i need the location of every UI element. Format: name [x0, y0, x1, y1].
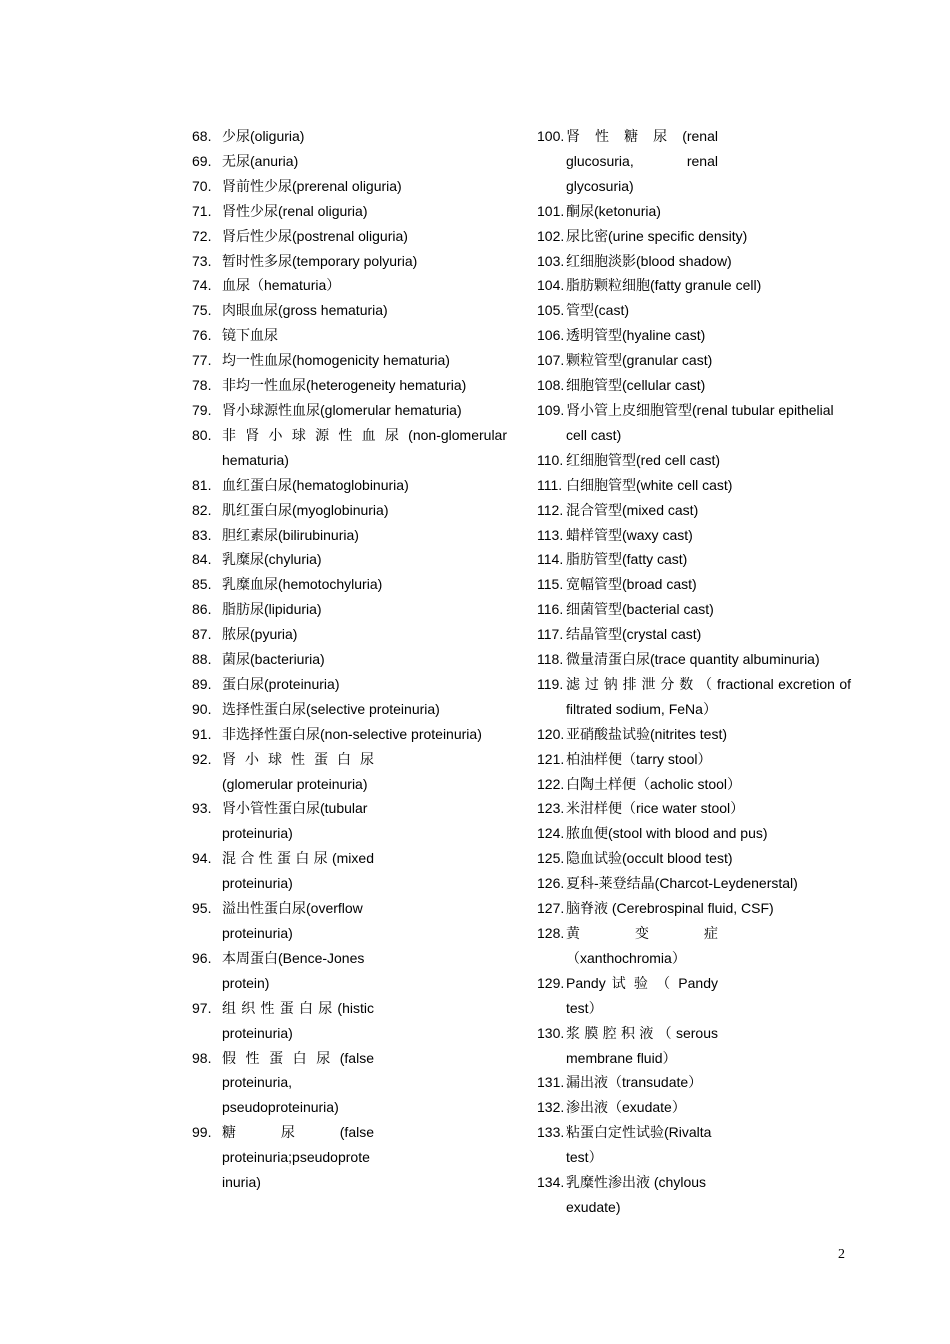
term-line: 肾 性 糖 尿 (renal	[566, 128, 718, 144]
term-entry	[192, 647, 507, 672]
term-line: exudate)	[566, 1198, 621, 1215]
term-number: 78.	[192, 377, 212, 394]
term-entry	[192, 1120, 507, 1195]
term-entry	[537, 547, 851, 572]
term-line: 细菌管型(bacterial cast)	[566, 601, 714, 618]
term-entry	[537, 249, 851, 274]
term-entry	[192, 572, 507, 597]
term-number: 83.	[192, 526, 212, 543]
term-entry	[192, 199, 507, 224]
term-line: 肾小球源性血尿(glomerular hematuria)	[222, 401, 462, 418]
term-line: cell cast)	[566, 426, 622, 443]
term-number: 127.	[537, 900, 565, 917]
term-number: 97.	[192, 999, 212, 1016]
term-entry	[192, 996, 507, 1046]
term-line: glycosuria)	[566, 177, 634, 194]
term-line: (glomerular proteinuria)	[222, 775, 368, 792]
term-line: 肌红蛋白尿(myoglobinuria)	[222, 501, 389, 518]
term-line: 少尿(oliguria)	[222, 128, 305, 144]
term-line: 微量清蛋白尿(trace quantity albuminuria)	[566, 651, 820, 668]
term-number: 73.	[192, 252, 212, 269]
term-line: 肾性少尿(renal oliguria)	[222, 202, 368, 219]
term-entry	[192, 273, 507, 298]
term-line: 白陶土样便（acholic stool）	[566, 775, 742, 792]
term-line: 细胞管型(cellular cast)	[566, 377, 706, 394]
term-number: 69.	[192, 152, 212, 169]
term-line: 黄 变 症	[566, 925, 718, 941]
term-line: 脂肪管型(fatty cast)	[566, 551, 688, 568]
term-line: 选择性蛋白尿(selective proteinuria)	[222, 700, 440, 717]
term-line: （xanthochromia）	[566, 949, 686, 966]
term-line: 蛋白尿(proteinuria)	[222, 675, 340, 692]
term-entry	[537, 448, 851, 473]
term-line: 肾前性少尿(prerenal oliguria)	[222, 177, 402, 194]
term-line: 肾小管上皮细胞管型(renal tubular epithelial	[566, 401, 834, 418]
term-entry	[537, 348, 851, 373]
term-entry	[537, 323, 851, 348]
term-number: 68.	[192, 128, 212, 144]
term-number: 71.	[192, 202, 212, 219]
term-number: 107.	[537, 352, 565, 369]
term-number: 82.	[192, 501, 212, 518]
term-line: hematuria)	[222, 451, 289, 468]
term-number: 84.	[192, 551, 212, 568]
term-entry	[192, 597, 507, 622]
term-number: 94.	[192, 850, 212, 867]
term-line: 宽幅管型(broad cast)	[566, 576, 697, 593]
term-line: 非选择性蛋白尿(non-selective proteinuria)	[222, 725, 482, 742]
term-line: 白细胞管型(white cell cast)	[566, 476, 733, 493]
term-line: 隐血试验(occult blood test)	[566, 850, 733, 867]
term-entry	[537, 1095, 851, 1120]
term-number: 95.	[192, 900, 212, 917]
term-line: 滤 过 钠 排 泄 分 数 （ fractional excretion of	[566, 675, 851, 692]
term-number: 120.	[537, 725, 565, 742]
term-number: 87.	[192, 626, 212, 643]
term-line: 肾小管性蛋白尿(tubular	[222, 800, 368, 817]
term-number: 101.	[537, 202, 565, 219]
term-line: proteinuria)	[222, 925, 293, 941]
term-entry	[537, 672, 851, 722]
term-number: 112.	[537, 501, 564, 518]
term-entry	[537, 473, 851, 498]
term-number: 103.	[537, 252, 565, 269]
term-line: proteinuria;pseudoprote	[222, 1149, 370, 1166]
term-number: 132.	[537, 1099, 565, 1116]
term-entry	[537, 921, 851, 971]
term-line: 假 性 蛋 白 尿 (false	[222, 1049, 374, 1066]
term-entry	[537, 298, 851, 323]
term-line: 结晶管型(crystal cast)	[566, 626, 702, 643]
term-number: 98.	[192, 1049, 212, 1066]
term-number: 90.	[192, 700, 212, 717]
term-line: 血尿（hematuria）	[222, 277, 341, 294]
term-number: 88.	[192, 651, 212, 668]
term-number: 118.	[537, 651, 564, 668]
term-entry	[537, 747, 851, 772]
term-number: 106.	[537, 327, 565, 344]
term-line: 糖 尿 (false	[222, 1124, 374, 1141]
term-entry	[537, 597, 851, 622]
term-number: 123.	[537, 800, 565, 817]
term-line: 无尿(anuria)	[222, 152, 299, 169]
term-entry	[537, 772, 851, 797]
term-entry	[537, 846, 851, 871]
term-number: 113.	[537, 526, 564, 543]
term-line: 蜡样管型(waxy cast)	[566, 526, 693, 543]
term-line: 混合管型(mixed cast)	[566, 501, 699, 518]
term-line: membrane fluid）	[566, 1049, 677, 1066]
term-number: 91.	[192, 725, 212, 742]
term-line: 脓尿(pyuria)	[222, 626, 298, 643]
term-number: 80.	[192, 426, 212, 443]
term-line: 脑脊液 (Cerebrospinal fluid, CSF)	[566, 900, 774, 917]
term-line: test）	[566, 1149, 603, 1166]
term-entry	[192, 796, 507, 846]
term-entry	[537, 124, 851, 199]
term-entry	[537, 1070, 851, 1095]
term-line: 镜下血尿	[222, 327, 278, 344]
term-line: 肾 小 球 性 蛋 白 尿	[222, 750, 374, 767]
term-entry	[537, 971, 851, 1021]
term-line: glucosuria, renal	[566, 152, 718, 169]
term-line: 米泔样便（rice water stool）	[566, 800, 745, 817]
term-line: 组 织 性 蛋 白 尿 (histic	[222, 999, 374, 1016]
term-entry	[192, 373, 507, 398]
term-entry	[537, 273, 851, 298]
term-number: 119.	[537, 675, 564, 692]
term-entry	[537, 398, 851, 448]
term-line: test）	[566, 999, 603, 1016]
term-number: 79.	[192, 401, 212, 418]
term-line: 脂肪颗粒细胞(fatty granule cell)	[566, 277, 762, 294]
term-line: 漏出液（transudate）	[566, 1074, 703, 1091]
term-entry	[192, 697, 507, 722]
term-line: proteinuria)	[222, 1024, 293, 1041]
term-number: 134.	[537, 1174, 565, 1191]
term-entry	[192, 498, 507, 523]
term-line: protein)	[222, 974, 270, 991]
term-line: 胆红素尿(bilirubinuria)	[222, 526, 359, 543]
term-line: filtrated sodium, FeNa）	[566, 700, 717, 717]
right-column	[537, 124, 851, 1220]
term-line: 脓血便(stool with blood and pus)	[566, 825, 768, 842]
term-entry	[537, 199, 851, 224]
term-line: proteinuria)	[222, 875, 293, 892]
term-number: 100.	[537, 128, 565, 144]
term-entry	[192, 348, 507, 373]
term-line: proteinuria,	[222, 1074, 293, 1091]
term-number: 108.	[537, 377, 565, 394]
term-entry	[192, 622, 507, 647]
term-number: 124.	[537, 825, 565, 842]
term-line: 肉眼血尿(gross hematuria)	[222, 302, 388, 319]
term-line: 肾后性少尿(postrenal oliguria)	[222, 227, 408, 244]
term-entry	[537, 224, 851, 249]
term-number: 109.	[537, 401, 565, 418]
page-number: 2	[838, 1247, 845, 1262]
term-line: 非均一性血尿(heterogeneity hematuria)	[222, 377, 467, 394]
term-number: 131.	[537, 1074, 565, 1091]
term-number: 121.	[537, 750, 565, 767]
term-number: 128.	[537, 925, 565, 941]
term-number: 104.	[537, 277, 565, 294]
term-entry	[537, 647, 851, 672]
term-entry	[537, 796, 851, 821]
term-line: 渗出液（exudate）	[566, 1099, 686, 1116]
term-number: 111.	[537, 476, 563, 493]
term-entry	[192, 398, 507, 423]
term-line: 乳糜性渗出液 (chylous	[566, 1174, 707, 1191]
term-entry	[192, 846, 507, 896]
term-entry	[192, 423, 507, 473]
term-number: 115.	[537, 576, 564, 593]
term-number: 110.	[537, 451, 564, 468]
term-line: 本周蛋白(Bence-Jones	[222, 949, 365, 966]
term-entry	[537, 1021, 851, 1071]
term-number: 77.	[192, 352, 212, 369]
term-entry	[192, 323, 507, 348]
term-entry	[192, 124, 507, 149]
term-entry	[192, 174, 507, 199]
term-line: 红细胞淡影(blood shadow)	[566, 252, 732, 269]
term-number: 126.	[537, 875, 565, 892]
term-entry	[192, 547, 507, 572]
term-number: 102.	[537, 227, 565, 244]
term-line: 夏科-莱登结晶(Charcot-Leydenerstal)	[566, 875, 798, 892]
term-entry	[537, 1120, 851, 1170]
term-number: 96.	[192, 949, 212, 966]
term-entry	[192, 523, 507, 548]
term-number: 72.	[192, 227, 212, 244]
term-number: 74.	[192, 277, 212, 294]
term-entry	[537, 373, 851, 398]
term-line: 均一性血尿(homogenicity hematuria)	[222, 352, 450, 369]
term-entry	[537, 523, 851, 548]
term-number: 129.	[537, 974, 565, 991]
term-line: 尿比密(urine specific density)	[566, 227, 748, 244]
term-line: 柏油样便（tarry stool）	[566, 750, 712, 767]
term-line: 透明管型(hyaline cast)	[566, 327, 706, 344]
term-number: 86.	[192, 601, 212, 618]
term-number: 133.	[537, 1124, 565, 1141]
term-number: 105.	[537, 302, 565, 319]
term-number: 130.	[537, 1024, 565, 1041]
term-line: 脂肪尿(lipiduria)	[222, 601, 322, 618]
term-entry	[192, 473, 507, 498]
term-line: 溢出性蛋白尿(overflow	[222, 900, 363, 917]
term-entry	[192, 747, 507, 797]
term-entry	[192, 298, 507, 323]
term-line: 乳糜血尿(hemotochyluria)	[222, 576, 383, 593]
term-number: 81.	[192, 476, 212, 493]
term-entry	[192, 1046, 507, 1121]
term-entry	[537, 722, 851, 747]
term-entry	[537, 622, 851, 647]
term-line: 亚硝酸盐试验(nitrites test)	[566, 725, 728, 742]
term-entry	[192, 224, 507, 249]
term-entry	[192, 946, 507, 996]
term-number: 125.	[537, 850, 565, 867]
term-number: 114.	[537, 551, 564, 568]
left-column	[192, 124, 507, 1195]
term-line: 粘蛋白定性试验(Rivalta	[566, 1124, 712, 1141]
term-entry	[537, 498, 851, 523]
term-entry	[192, 249, 507, 274]
term-entry	[192, 672, 507, 697]
term-line: proteinuria)	[222, 825, 293, 842]
term-line: 非 肾 小 球 源 性 血 尿 (non-glomerular	[222, 426, 507, 443]
term-line: 红细胞管型(red cell cast)	[566, 451, 721, 468]
term-entry	[192, 149, 507, 174]
term-line: 乳糜尿(chyluria)	[222, 551, 322, 568]
term-entry	[192, 896, 507, 946]
term-line: pseudoproteinuria)	[222, 1099, 339, 1116]
term-number: 76.	[192, 327, 212, 344]
term-entry	[537, 1170, 851, 1220]
term-number: 92.	[192, 750, 212, 767]
term-line: 浆 膜 腔 积 液 （ serous	[566, 1024, 718, 1041]
term-line: 管型(cast)	[566, 302, 629, 319]
term-number: 70.	[192, 177, 212, 194]
term-line: 菌尿(bacteriuria)	[222, 651, 325, 668]
term-number: 99.	[192, 1124, 212, 1141]
term-line: 血红蛋白尿(hematoglobinuria)	[222, 476, 409, 493]
term-line: 暂时性多尿(temporary polyuria)	[222, 252, 418, 269]
term-line: Pandy 试 验 （ Pandy	[566, 974, 718, 991]
term-entry	[537, 572, 851, 597]
term-line: 颗粒管型(granular cast)	[566, 352, 713, 369]
term-entry	[537, 821, 851, 846]
term-number: 85.	[192, 576, 212, 593]
term-entry	[192, 722, 507, 747]
term-number: 116.	[537, 601, 564, 618]
term-number: 75.	[192, 302, 212, 319]
term-entry	[537, 896, 851, 921]
term-number: 117.	[537, 626, 564, 643]
term-number: 122.	[537, 775, 565, 792]
term-line: 混 合 性 蛋 白 尿 (mixed	[222, 850, 374, 867]
term-number: 89.	[192, 675, 212, 692]
term-number: 93.	[192, 800, 212, 817]
term-entry	[537, 871, 851, 896]
term-line: inuria)	[222, 1174, 261, 1191]
term-line: 酮尿(ketonuria)	[566, 202, 661, 219]
